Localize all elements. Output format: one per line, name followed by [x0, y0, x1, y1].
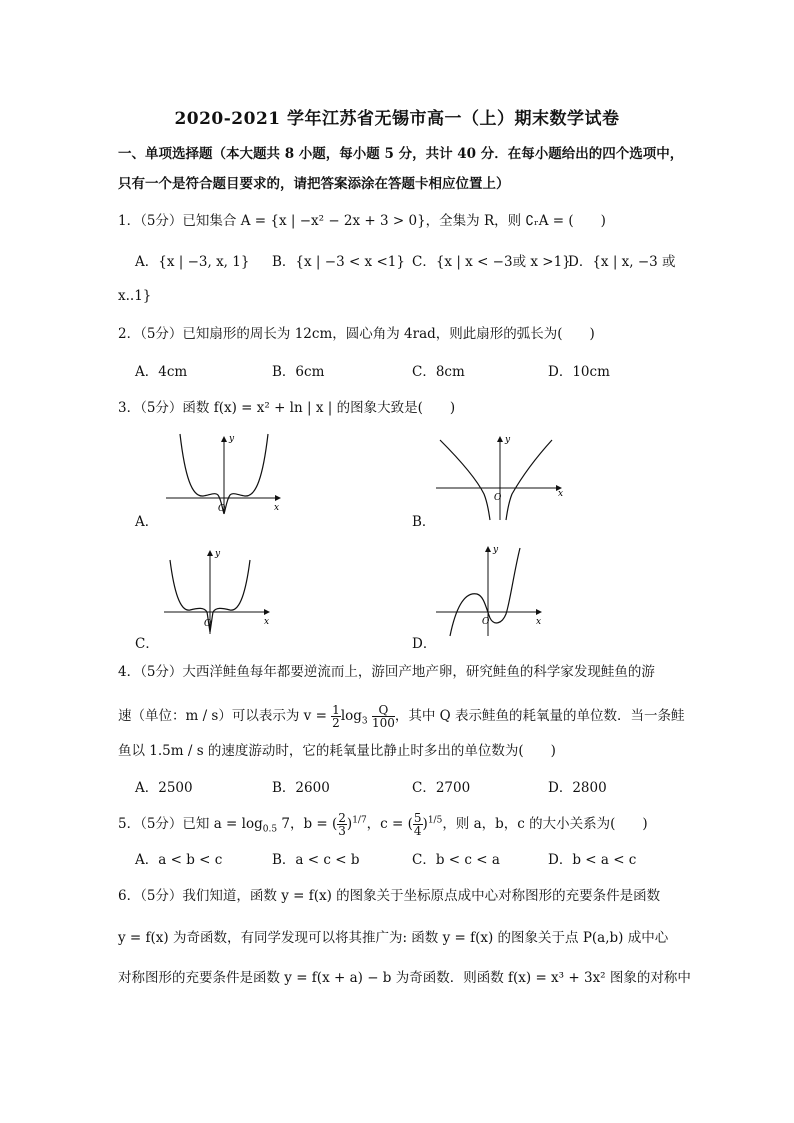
graph-b-x-label: x — [558, 489, 564, 499]
page-title: 2020-2021 学年江苏省无锡市高一（上）期末数学试卷 — [174, 109, 620, 129]
graph-a-y-label: y — [229, 434, 235, 444]
graph-d-y-label: y — [493, 545, 499, 555]
q5-stem-e: ) — [422, 816, 428, 832]
q5-log-base: 0.5 — [262, 824, 278, 835]
q1-option-c: C．{x | x < −3或 x >1} — [412, 254, 571, 270]
q5-exp-b: 1/7 — [352, 815, 367, 826]
q5-option-c: C．b < c < a — [412, 852, 500, 868]
graph-d-origin: O — [482, 617, 490, 627]
q4-option-c: C．2700 — [412, 780, 471, 796]
q6-line1: 6．（5分）我们知道，函数 y = f(x) 的图象关于坐标原点成中心对称图形的充要条件是函数 — [118, 888, 661, 904]
q5-stem-a: 5．（5分）已知 a = log — [118, 816, 263, 832]
q4-option-d: D．2800 — [548, 780, 607, 796]
section-heading-line1: 一、单项选择题（本大题共 8 小题，每小题 5 分，共计 40 分．在每小题给出的四个选项中， — [118, 146, 684, 162]
graph-c-y-label: y — [215, 549, 221, 559]
q4-log-base: 3 — [361, 716, 368, 727]
q4-log: log — [340, 708, 362, 724]
q5-frac-b-num: 2 — [338, 811, 346, 825]
q5-stem-b: 7，b = ( — [277, 816, 338, 832]
q4-frac-half-num: 1 — [332, 703, 340, 717]
q3-label-a: A． — [135, 514, 159, 530]
graph-c-x-label: x — [264, 617, 270, 627]
q4-line2-d: ，其中 Q 表示鲑鱼的耗氧量的单位数．当一条鲑 — [394, 708, 685, 724]
q5-frac-b-den: 3 — [338, 824, 346, 838]
q4-frac-q-num: Q — [372, 704, 395, 717]
q6-line3: 对称图形的充要条件是函数 y = f(x + a) − b 为奇函数．则函数 f(x) = x³ + 3x² 图象的对称中 — [118, 970, 691, 986]
q5-exp-c: 1/5 — [427, 815, 443, 826]
q4-frac-half — [331, 704, 341, 729]
q4-option-b: B．2600 — [272, 780, 330, 796]
q1-option-d-wrap: x..1} — [118, 288, 152, 304]
q5-stem-d: ，c = ( — [366, 816, 413, 832]
graph-d-x-label: x — [536, 617, 542, 627]
q3-label-c: C． — [135, 636, 159, 652]
graph-a-origin: O — [218, 504, 226, 514]
q4-line2-a: 速（单位：m / s）可以表示为 v = — [118, 708, 332, 724]
q3-stem: 3．（5分）函数 f(x) = x² + ln | x | 的图象大致是( ) — [118, 400, 456, 416]
section-heading-line2: 只有一个是符合题目要求的，请把答案添涂在答题卡相应位置上） — [118, 176, 510, 192]
q3-label-b: B． — [412, 514, 436, 530]
q3-graph-b — [432, 432, 570, 522]
q1-option-d: D．{x | x, −3 或 — [568, 254, 676, 270]
q5-frac-c-den: 4 — [413, 824, 422, 838]
q5-stem-f: ，则 a，b，c 的大小关系为( ) — [442, 816, 648, 832]
q4-frac-q — [372, 704, 395, 729]
q1-option-a: A．{x | −3, x, 1} — [135, 254, 250, 270]
q5-option-b: B．a < c < b — [272, 852, 360, 868]
q3-graph-a — [160, 432, 290, 516]
q4-option-a: A．2500 — [135, 780, 193, 796]
q5-option-d: D．b < a < c — [548, 852, 637, 868]
q4-frac-half-den: 2 — [332, 716, 340, 730]
q4-frac-q-den: 100 — [371, 716, 395, 730]
q3-graph-c — [160, 546, 284, 636]
q4-line2 — [118, 704, 685, 729]
q1-stem: 1．（5分）已知集合 A = {x | −x² − 2x + 3 > 0}，全集为 R，则 ∁ᵣA = ( ) — [118, 213, 606, 229]
q5-frac-b — [337, 812, 347, 837]
q3-graph-d — [432, 542, 552, 638]
q5-option-a: A．a < b < c — [135, 852, 223, 868]
q2-option-d: D．10cm — [548, 364, 610, 380]
graph-b-origin: O — [494, 493, 502, 503]
graph-a-x-label: x — [274, 503, 280, 513]
q1-option-b: B．{x | −3 < x <1} — [272, 254, 405, 270]
q5-frac-c — [413, 812, 423, 837]
q6-line2: y = f(x) 为奇函数，有同学发现可以将其推广为: 函数 y = f(x) 的图象关于点 P(a,b) 成中心 — [118, 930, 669, 946]
q2-stem: 2．（5分）已知扇形的周长为 12cm，圆心角为 4rad，则此扇形的弧长为( ) — [118, 326, 595, 342]
q2-option-c: C．8cm — [412, 364, 465, 380]
graph-b-y-label: y — [505, 435, 511, 445]
q2-option-b: B．6cm — [272, 364, 325, 380]
q3-label-d: D． — [412, 636, 437, 652]
q5-frac-c-num: 5 — [413, 811, 422, 825]
graph-c-origin: O — [204, 619, 212, 629]
q4-line3: 鱼以 1.5m / s 的速度游动时，它的耗氧量比静止时多出的单位数为( ) — [118, 743, 556, 759]
q4-line1: 4．（5分）大西洋鲑鱼每年都要逆流而上，游回产地产卵，研究鲑鱼的科学家发现鲑鱼的游 — [118, 664, 655, 680]
q5-stem-c: ) — [346, 816, 353, 832]
q5-stem — [118, 812, 648, 837]
q2-option-a: A．4cm — [135, 364, 188, 380]
